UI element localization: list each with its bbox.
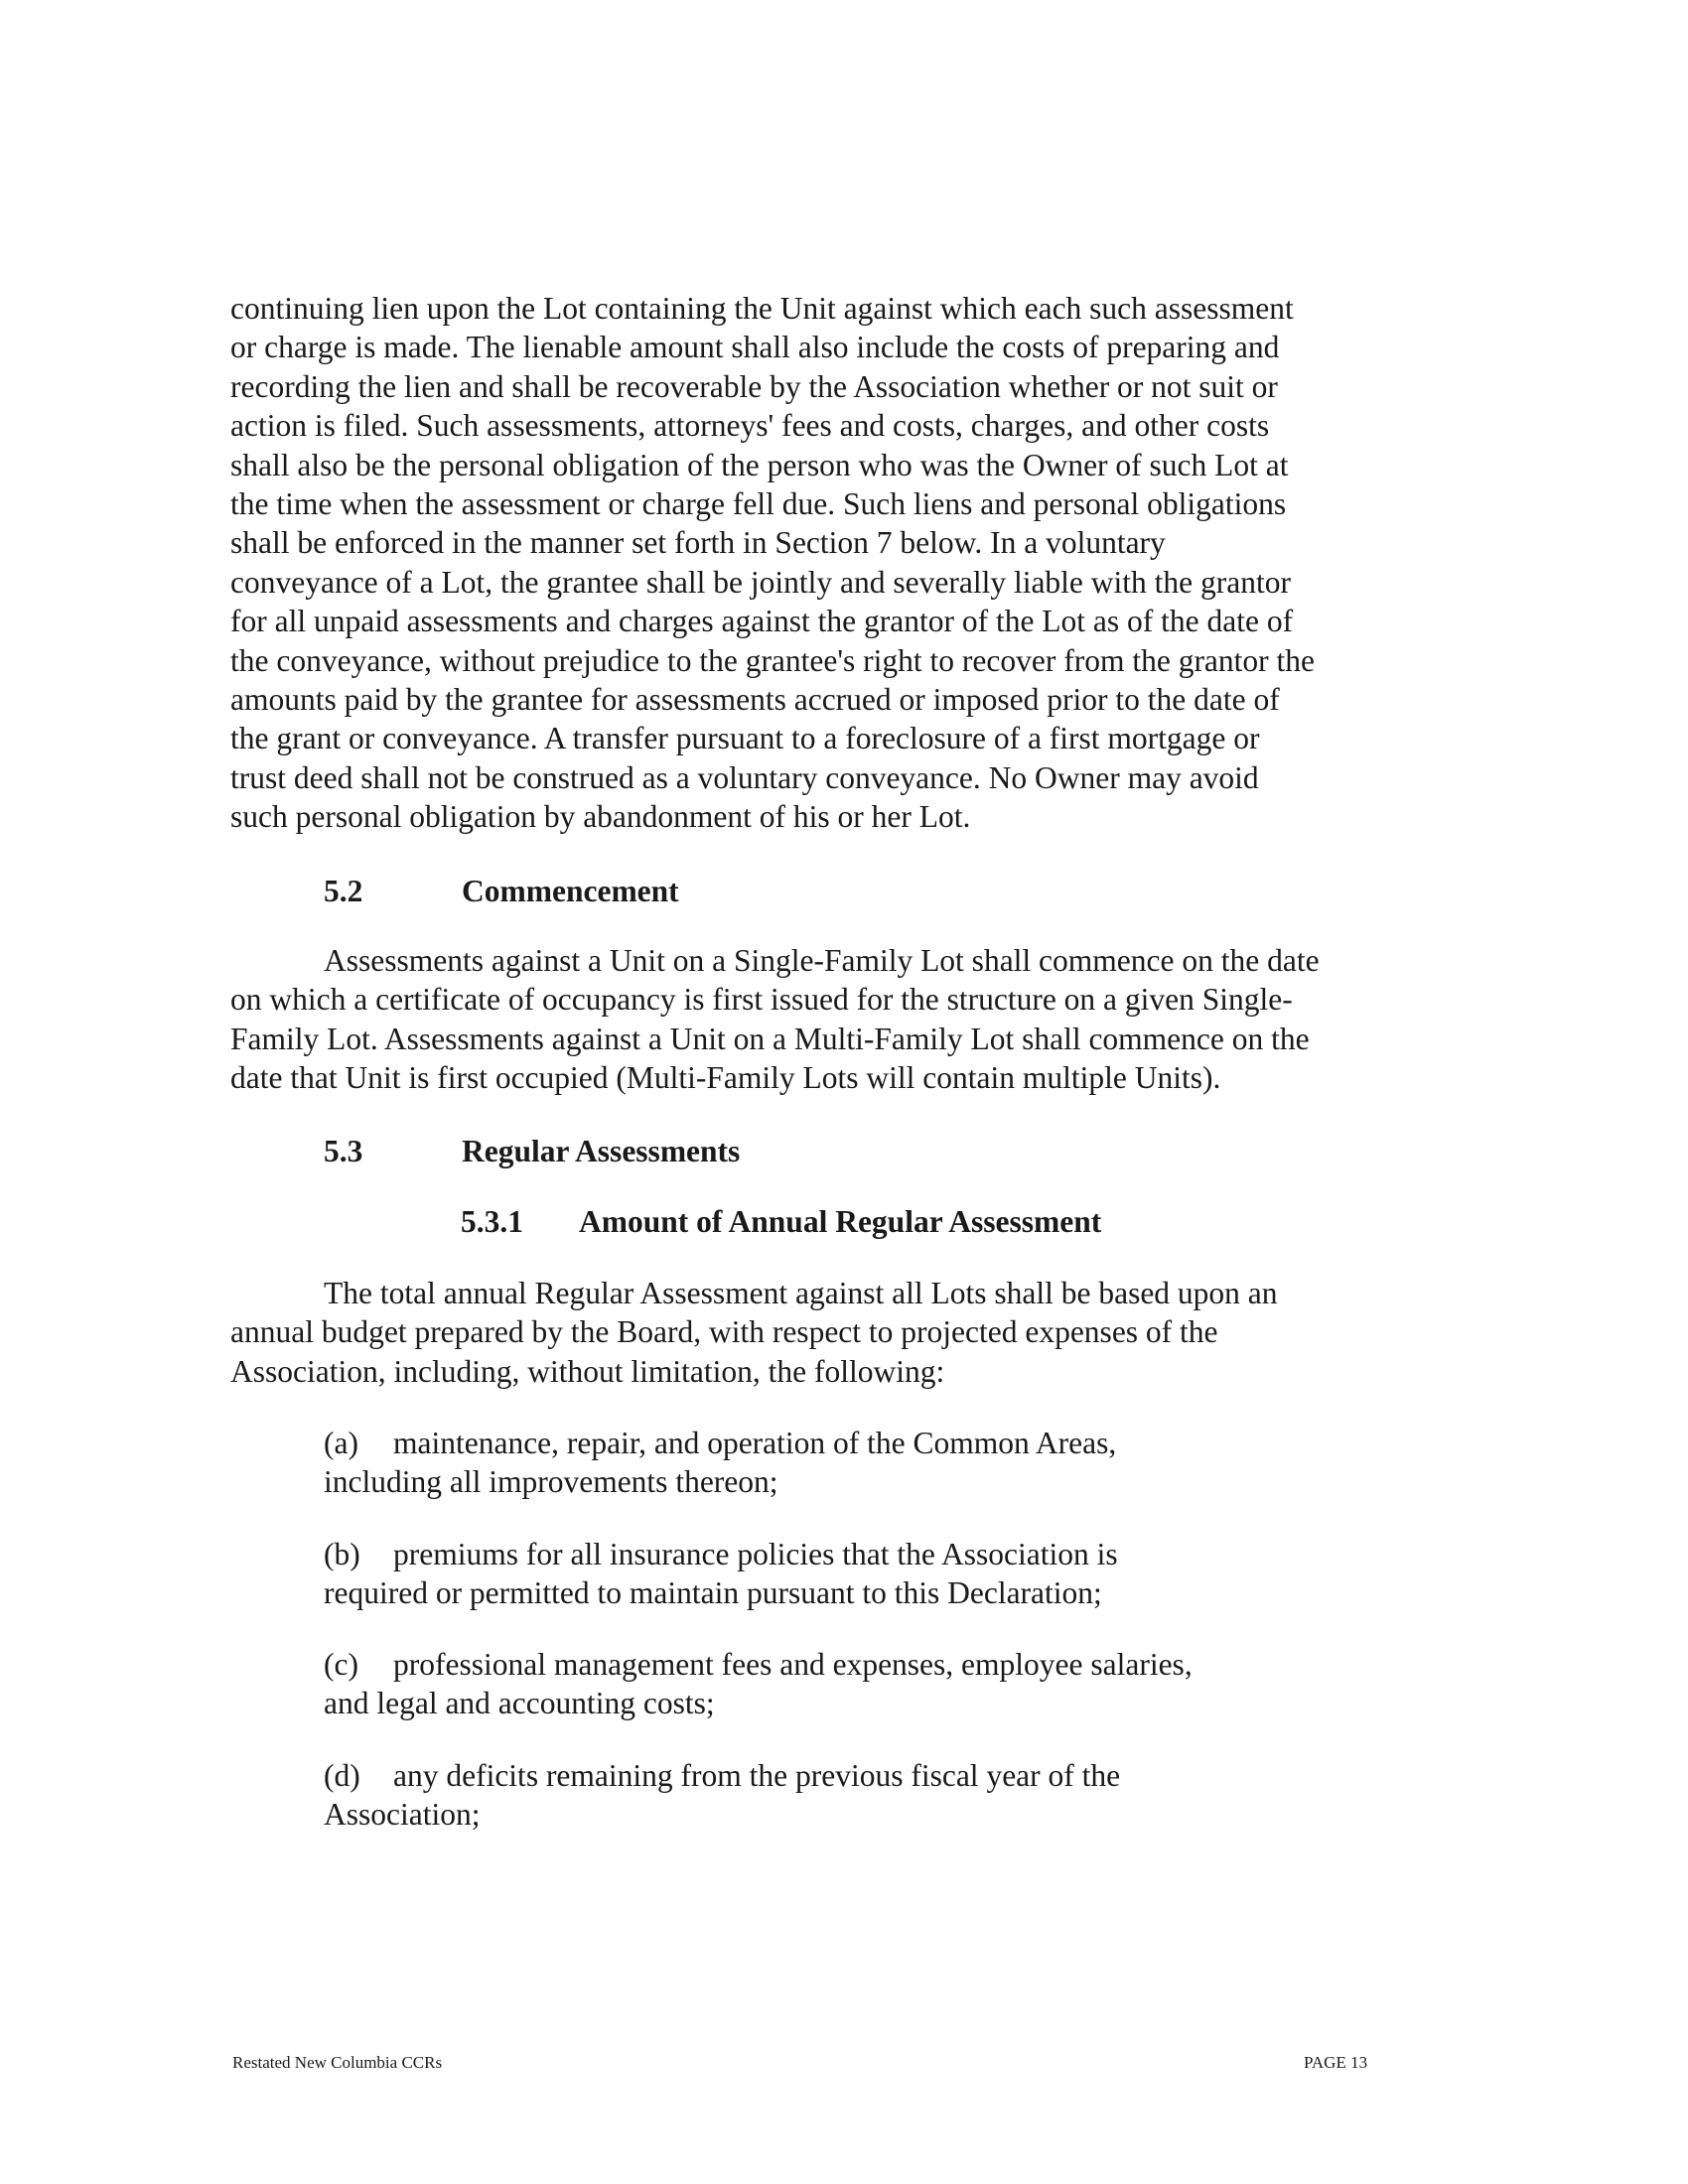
list-item-label: (d): [324, 1758, 360, 1793]
list-item-first-line: [324, 1424, 1476, 1462]
list-item-text: premiums for all insurance policies that the Association is: [393, 1537, 1118, 1571]
list-item-text: professional management fees and expenses, employee salaries,: [393, 1647, 1193, 1682]
list-item-text: maintenance, repair, and operation of the Common Areas,: [393, 1426, 1117, 1460]
footer-left: Restated New Columbia CCRs: [232, 2053, 443, 2072]
list-item-label: (b): [324, 1537, 360, 1571]
paragraph-line: continuing lien upon the Lot containing the Unit against which each such assessment: [230, 291, 1294, 326]
section-title: Commencement: [462, 874, 679, 908]
amount-paragraph: [230, 1274, 1382, 1391]
list-item-first-line: [324, 1756, 1476, 1795]
paragraph-line: action is filed. Such assessments, attorneys' fees and costs, charges, and other costs: [230, 408, 1270, 444]
paragraph-line: the grant or conveyance. A transfer pursuant to a foreclosure of a first mortgage or: [230, 721, 1260, 756]
paragraph-line: shall be enforced in the manner set forth in Section 7 below. In a voluntary: [230, 525, 1166, 561]
paragraph-line: Family Lot. Assessments against a Unit on a Multi-Family Lot shall commence on the: [230, 1021, 1310, 1056]
paragraph-line: the conveyance, without prejudice to the grantee's right to recover from the grantor the: [230, 642, 1316, 678]
list-item-continuation: Association;: [324, 1797, 481, 1833]
list-item-text: any deficits remaining from the previous fiscal year of the: [393, 1758, 1121, 1793]
list-item-continuation: and legal and accounting costs;: [324, 1686, 715, 1721]
paragraph-line: shall also be the personal obligation of the person who was the Owner of such Lot at: [230, 447, 1289, 482]
section-number: 5.2: [324, 874, 363, 908]
paragraph-line: or charge is made. The lienable amount shall also include the costs of preparing and: [230, 330, 1280, 365]
section-number: 5.3.1: [461, 1204, 523, 1239]
continuing-paragraph: [230, 289, 1382, 837]
list-item-label: (c): [324, 1647, 358, 1682]
paragraph-line: Association, including, without limitation, the following:: [230, 1353, 945, 1389]
list-item-continuation: required or permitted to maintain pursuant to this Declaration;: [324, 1575, 1102, 1611]
paragraph-line: Assessments against a Unit on a Single-Family Lot shall commence on the date: [324, 943, 1320, 978]
list-item-c: [324, 1645, 1476, 1723]
footer-page-number: PAGE 13: [1304, 2053, 1368, 2072]
paragraph-line: such personal obligation by abandonment of his or her Lot.: [230, 799, 971, 835]
list-item-first-line: [324, 1645, 1476, 1684]
section-title: Amount of Annual Regular Assessment: [579, 1204, 1102, 1239]
list-item-b: [324, 1535, 1476, 1613]
paragraph-line: on which a certificate of occupancy is first issued for the structure on a given Single-: [230, 982, 1293, 1018]
paragraph-line: for all unpaid assessments and charges against the grantor of the Lot as of the date of: [230, 604, 1294, 639]
section-number: 5.3: [324, 1134, 363, 1168]
list-item-continuation: including all improvements thereon;: [324, 1464, 778, 1500]
list-item-label: (a): [324, 1426, 358, 1460]
paragraph-line: The total annual Regular Assessment against all Lots shall be based upon an: [324, 1276, 1278, 1310]
paragraph-line: recording the lien and shall be recoverable by the Association whether or not suit or: [230, 368, 1278, 404]
paragraph-line: annual budget prepared by the Board, with respect to projected expenses of the: [230, 1314, 1218, 1350]
paragraph-line: conveyance of a Lot, the grantee shall be jointly and severally liable with the grantor: [230, 564, 1291, 600]
section-title: Regular Assessments: [462, 1134, 741, 1168]
paragraph-line: the time when the assessment or charge fell due. Such liens and personal obligations: [230, 486, 1287, 522]
paragraph-line: amounts paid by the grantee for assessments accrued or imposed prior to the date of: [230, 682, 1280, 718]
list-item-first-line: [324, 1535, 1476, 1573]
list-item-a: [324, 1424, 1476, 1502]
paragraph-line: trust deed shall not be construed as a voluntary conveyance. No Owner may avoid: [230, 759, 1259, 795]
paragraph-line: date that Unit is first occupied (Multi-Family Lots will contain multiple Units).: [230, 1060, 1221, 1096]
list-item-d: [324, 1756, 1476, 1835]
commencement-paragraph: [230, 941, 1382, 1098]
